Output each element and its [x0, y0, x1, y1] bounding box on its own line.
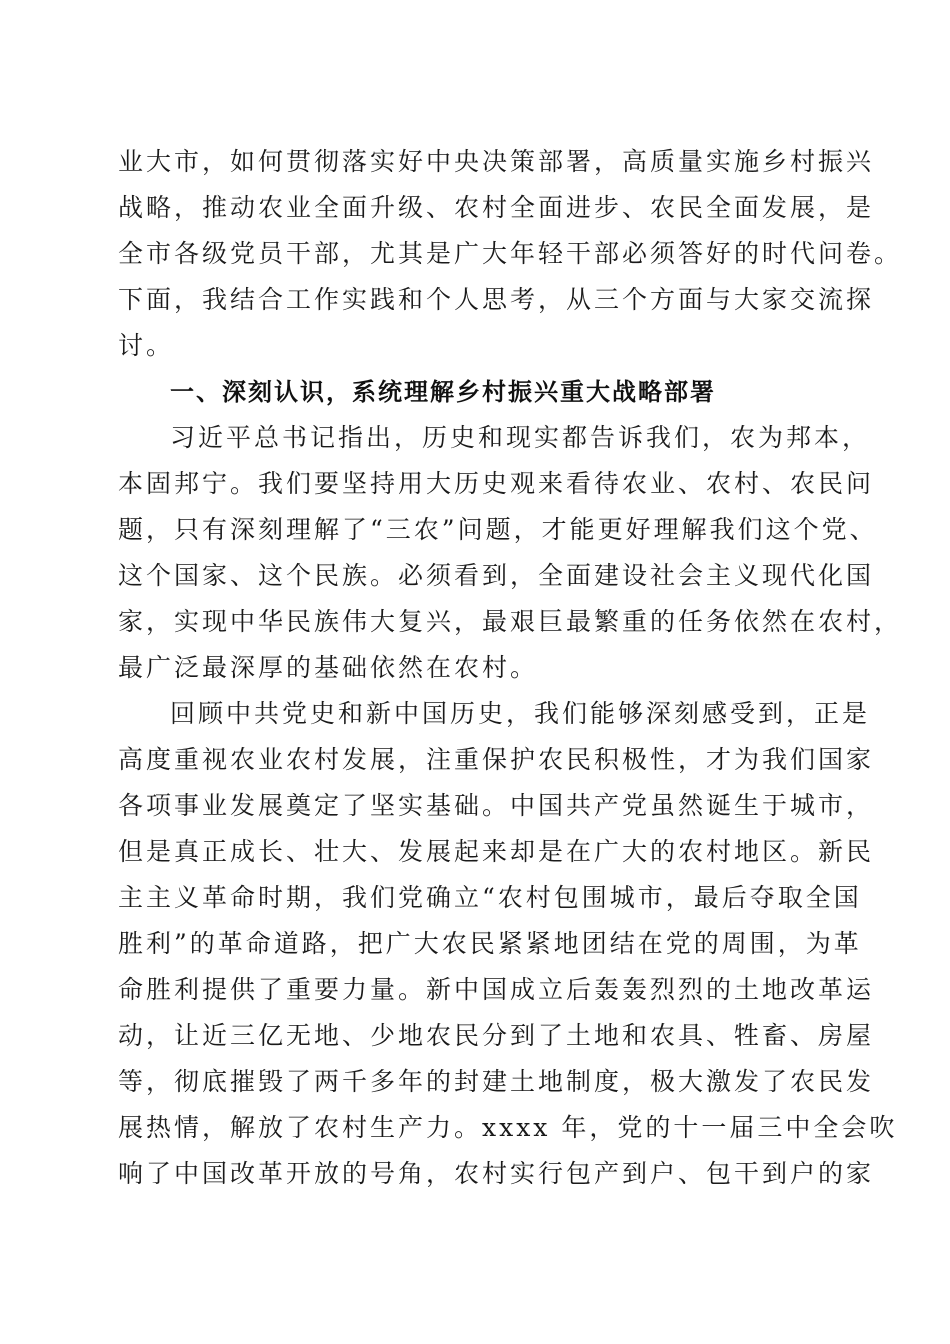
para2-line-5: 主主义革命时期，我们党确立“农村包围城市，最后夺取全国	[118, 883, 862, 912]
para2-line-9: 等，彻底摧毁了两千多年的封建土地制度，极大激发了农民发	[118, 1067, 875, 1096]
intro-line-5: 讨。	[118, 331, 175, 360]
para2-line-10: 展热情，解放了农村生产力。xxxx 年，党的十一届三中全会吹	[118, 1113, 898, 1142]
para2-line-4: 但是真正成长、壮大、发展起来却是在广大的农村地区。新民	[118, 837, 875, 866]
para2-line-2: 高度重视农业农村发展，注重保护农民积极性，才为我们国家	[118, 745, 875, 774]
para1-line-5: 家，实现中华民族伟大复兴，最艰巨最繁重的任务依然在农村，	[118, 607, 903, 636]
para1-line-3: 题，只有深刻理解了“三农”问题，才能更好理解我们这个党、	[118, 515, 878, 544]
para1-line-2: 本固邦宁。我们要坚持用大历史观来看待农业、农村、农民问	[118, 469, 875, 498]
para1-line-6: 最广泛最深厚的基础依然在农村。	[118, 653, 539, 682]
intro-line-3: 全市各级党员干部，尤其是广大年轻干部必须答好的时代问卷。	[118, 239, 903, 268]
para2-line-8: 动，让近三亿无地、少地农民分到了土地和农具、牲畜、房屋	[118, 1021, 875, 1050]
para1-line-4: 这个国家、这个民族。必须看到，全面建设社会主义现代化国	[118, 561, 875, 590]
para2-line-3: 各项事业发展奠定了坚实基础。中国共产党虽然诞生于城市，	[118, 791, 875, 820]
section-heading: 一、深刻认识，系统理解乡村振兴重大战略部署	[170, 378, 716, 406]
para1-line-1: 习近平总书记指出，历史和现实都告诉我们，农为邦本，	[170, 423, 871, 452]
intro-line-2: 战略，推动农业全面升级、农村全面进步、农民全面发展，是	[118, 193, 875, 222]
para2-line-7: 命胜利提供了重要力量。新中国成立后轰轰烈烈的土地改革运	[118, 975, 875, 1004]
para2-line-11: 响了中国改革开放的号角，农村实行包产到户、包干到户的家	[118, 1159, 875, 1188]
intro-line-4: 下面，我结合工作实践和个人思考，从三个方面与大家交流探	[118, 285, 875, 314]
para2-line-1: 回顾中共党史和新中国历史，我们能够深刻感受到，正是	[170, 699, 871, 728]
para2-line-6: 胜利”的革命道路，把广大农民紧紧地团结在党的周围，为革	[118, 929, 862, 958]
intro-line-1: 业大市，如何贯彻落实好中央决策部署，高质量实施乡村振兴	[118, 147, 875, 176]
